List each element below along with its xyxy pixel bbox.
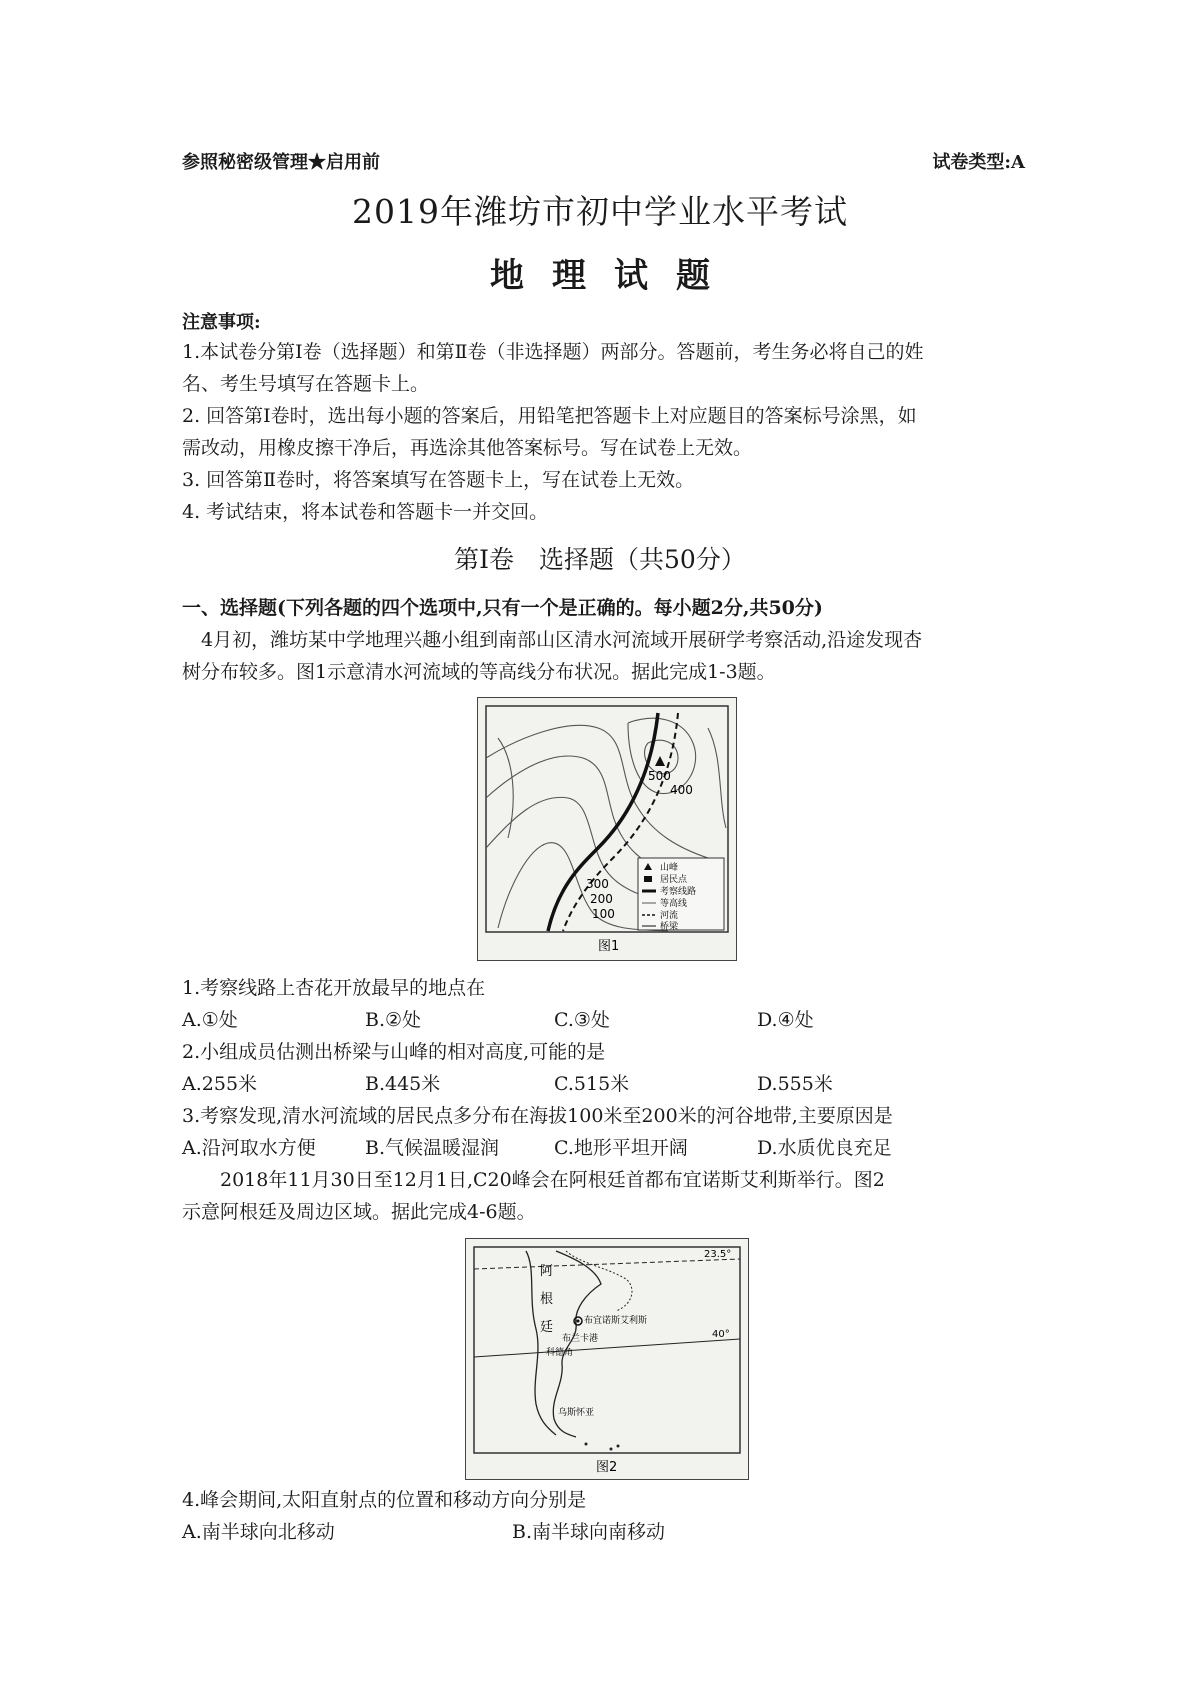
contour-label: 200 — [590, 892, 613, 906]
question-1-stem: 1.考察线路上杏花开放最早的地点在 — [182, 977, 486, 999]
city-label: 布宜诺斯艾利斯 — [584, 1316, 648, 1326]
notes-line: 4. 考试结束，将本试卷和答题卡一并交回。 — [182, 501, 549, 523]
latitude-label: 40° — [712, 1329, 730, 1340]
confidentiality-label: 参照秘密级管理★启用前 — [182, 152, 380, 173]
city-label: 乌斯怀亚 — [558, 1408, 595, 1418]
figure-1-contour-map — [477, 697, 737, 961]
question-2-stem: 2.小组成员估测出桥梁与山峰的相对高度,可能的是 — [182, 1041, 606, 1063]
legend-label: 山峰 — [660, 863, 679, 873]
contour-map-graphic — [478, 698, 736, 960]
intro-line: 树分布较多。图1示意清水河流域的等高线分布状况。据此完成1-3题。 — [182, 661, 776, 683]
city-label: 科德角 — [546, 1348, 574, 1358]
legend-label: 居民点 — [660, 875, 688, 885]
paper-type-label: 试卷类型:A — [932, 152, 1025, 173]
contour-label: 300 — [586, 877, 609, 891]
section-title: 第Ⅰ卷 选择题（共50分） — [454, 545, 746, 574]
legend-label: 河流 — [660, 911, 679, 921]
notes-line: 1.本试卷分第Ⅰ卷（选择题）和第Ⅱ卷（非选择题）两部分。答题前，考生务必将自己的姓 — [182, 341, 924, 363]
notes-line: 2. 回答第Ⅰ卷时，选出每小题的答案后，用铅笔把答题卡上对应题目的答案标号涂黑，如 — [182, 405, 917, 427]
option: C.③处 — [554, 1009, 610, 1031]
figure-2-argentina-map — [465, 1238, 749, 1480]
notes-line: 需改动，用橡皮擦干净后，再选涂其他答案标号。写在试卷上无效。 — [182, 437, 753, 459]
option: D.④处 — [757, 1009, 814, 1031]
option: D.水质优良充足 — [757, 1137, 892, 1159]
option: C.地形平坦开阔 — [554, 1137, 688, 1159]
option: A.①处 — [182, 1009, 238, 1031]
notes-line: 3. 回答第Ⅱ卷时，将答案填写在答题卡上，写在试卷上无效。 — [182, 469, 695, 491]
option: B.445米 — [365, 1073, 441, 1095]
option: A.南半球向北移动 — [182, 1521, 335, 1543]
intro-line: 示意阿根廷及周边区域。据此完成4-6题。 — [182, 1201, 536, 1223]
argentina-map-graphic — [466, 1239, 748, 1479]
figure-1-caption: 图1 — [598, 939, 620, 954]
contour-label: 100 — [592, 907, 615, 921]
part-heading: 一、选择题(下列各题的四个选项中,只有一个是正确的。每小题2分,共50分) — [182, 597, 823, 619]
notes-heading: 注意事项: — [182, 312, 261, 333]
subject-title: 地理试题 — [490, 256, 738, 296]
option: B.②处 — [365, 1009, 422, 1031]
contour-label: 500 — [648, 769, 671, 783]
option: B.南半球向南移动 — [512, 1521, 666, 1543]
notes-line: 名、考生号填写在答题卡上。 — [182, 373, 430, 395]
option: C.515米 — [554, 1073, 630, 1095]
figure-2-caption: 图2 — [596, 1460, 618, 1475]
question-4-stem: 4.峰会期间,太阳直射点的位置和移动方向分别是 — [182, 1489, 587, 1511]
option: A.255米 — [182, 1073, 258, 1095]
option: A.沿河取水方便 — [182, 1137, 316, 1159]
country-label: 廷 — [540, 1320, 554, 1335]
option: B.气候温暖湿润 — [365, 1137, 500, 1159]
map-legend — [638, 858, 724, 932]
country-label: 阿 — [540, 1264, 554, 1279]
exam-title: 2019年潍坊市初中学业水平考试 — [352, 192, 848, 231]
country-label: 根 — [540, 1292, 554, 1307]
legend-label: 考察线路 — [660, 887, 697, 897]
legend-label: 等高线 — [660, 899, 688, 909]
latitude-label: 23.5° — [704, 1249, 732, 1260]
contour-label: 400 — [670, 783, 693, 797]
question-3-stem: 3.考察发现,清水河流域的居民点多分布在海拔100米至200米的河谷地带,主要原因是 — [182, 1105, 893, 1127]
city-label: 布兰卡港 — [562, 1334, 599, 1344]
intro-line: 4月初，潍坊某中学地理兴趣小组到南部山区清水河流域开展研学考察活动,沿途发现杏 — [182, 629, 923, 651]
option: D.555米 — [757, 1073, 833, 1095]
legend-label: 桥梁 — [660, 922, 679, 932]
intro-line: 2018年11月30日至12月1日,C20峰会在阿根廷首都布宜诺斯艾利斯举行。图2 — [182, 1169, 885, 1191]
